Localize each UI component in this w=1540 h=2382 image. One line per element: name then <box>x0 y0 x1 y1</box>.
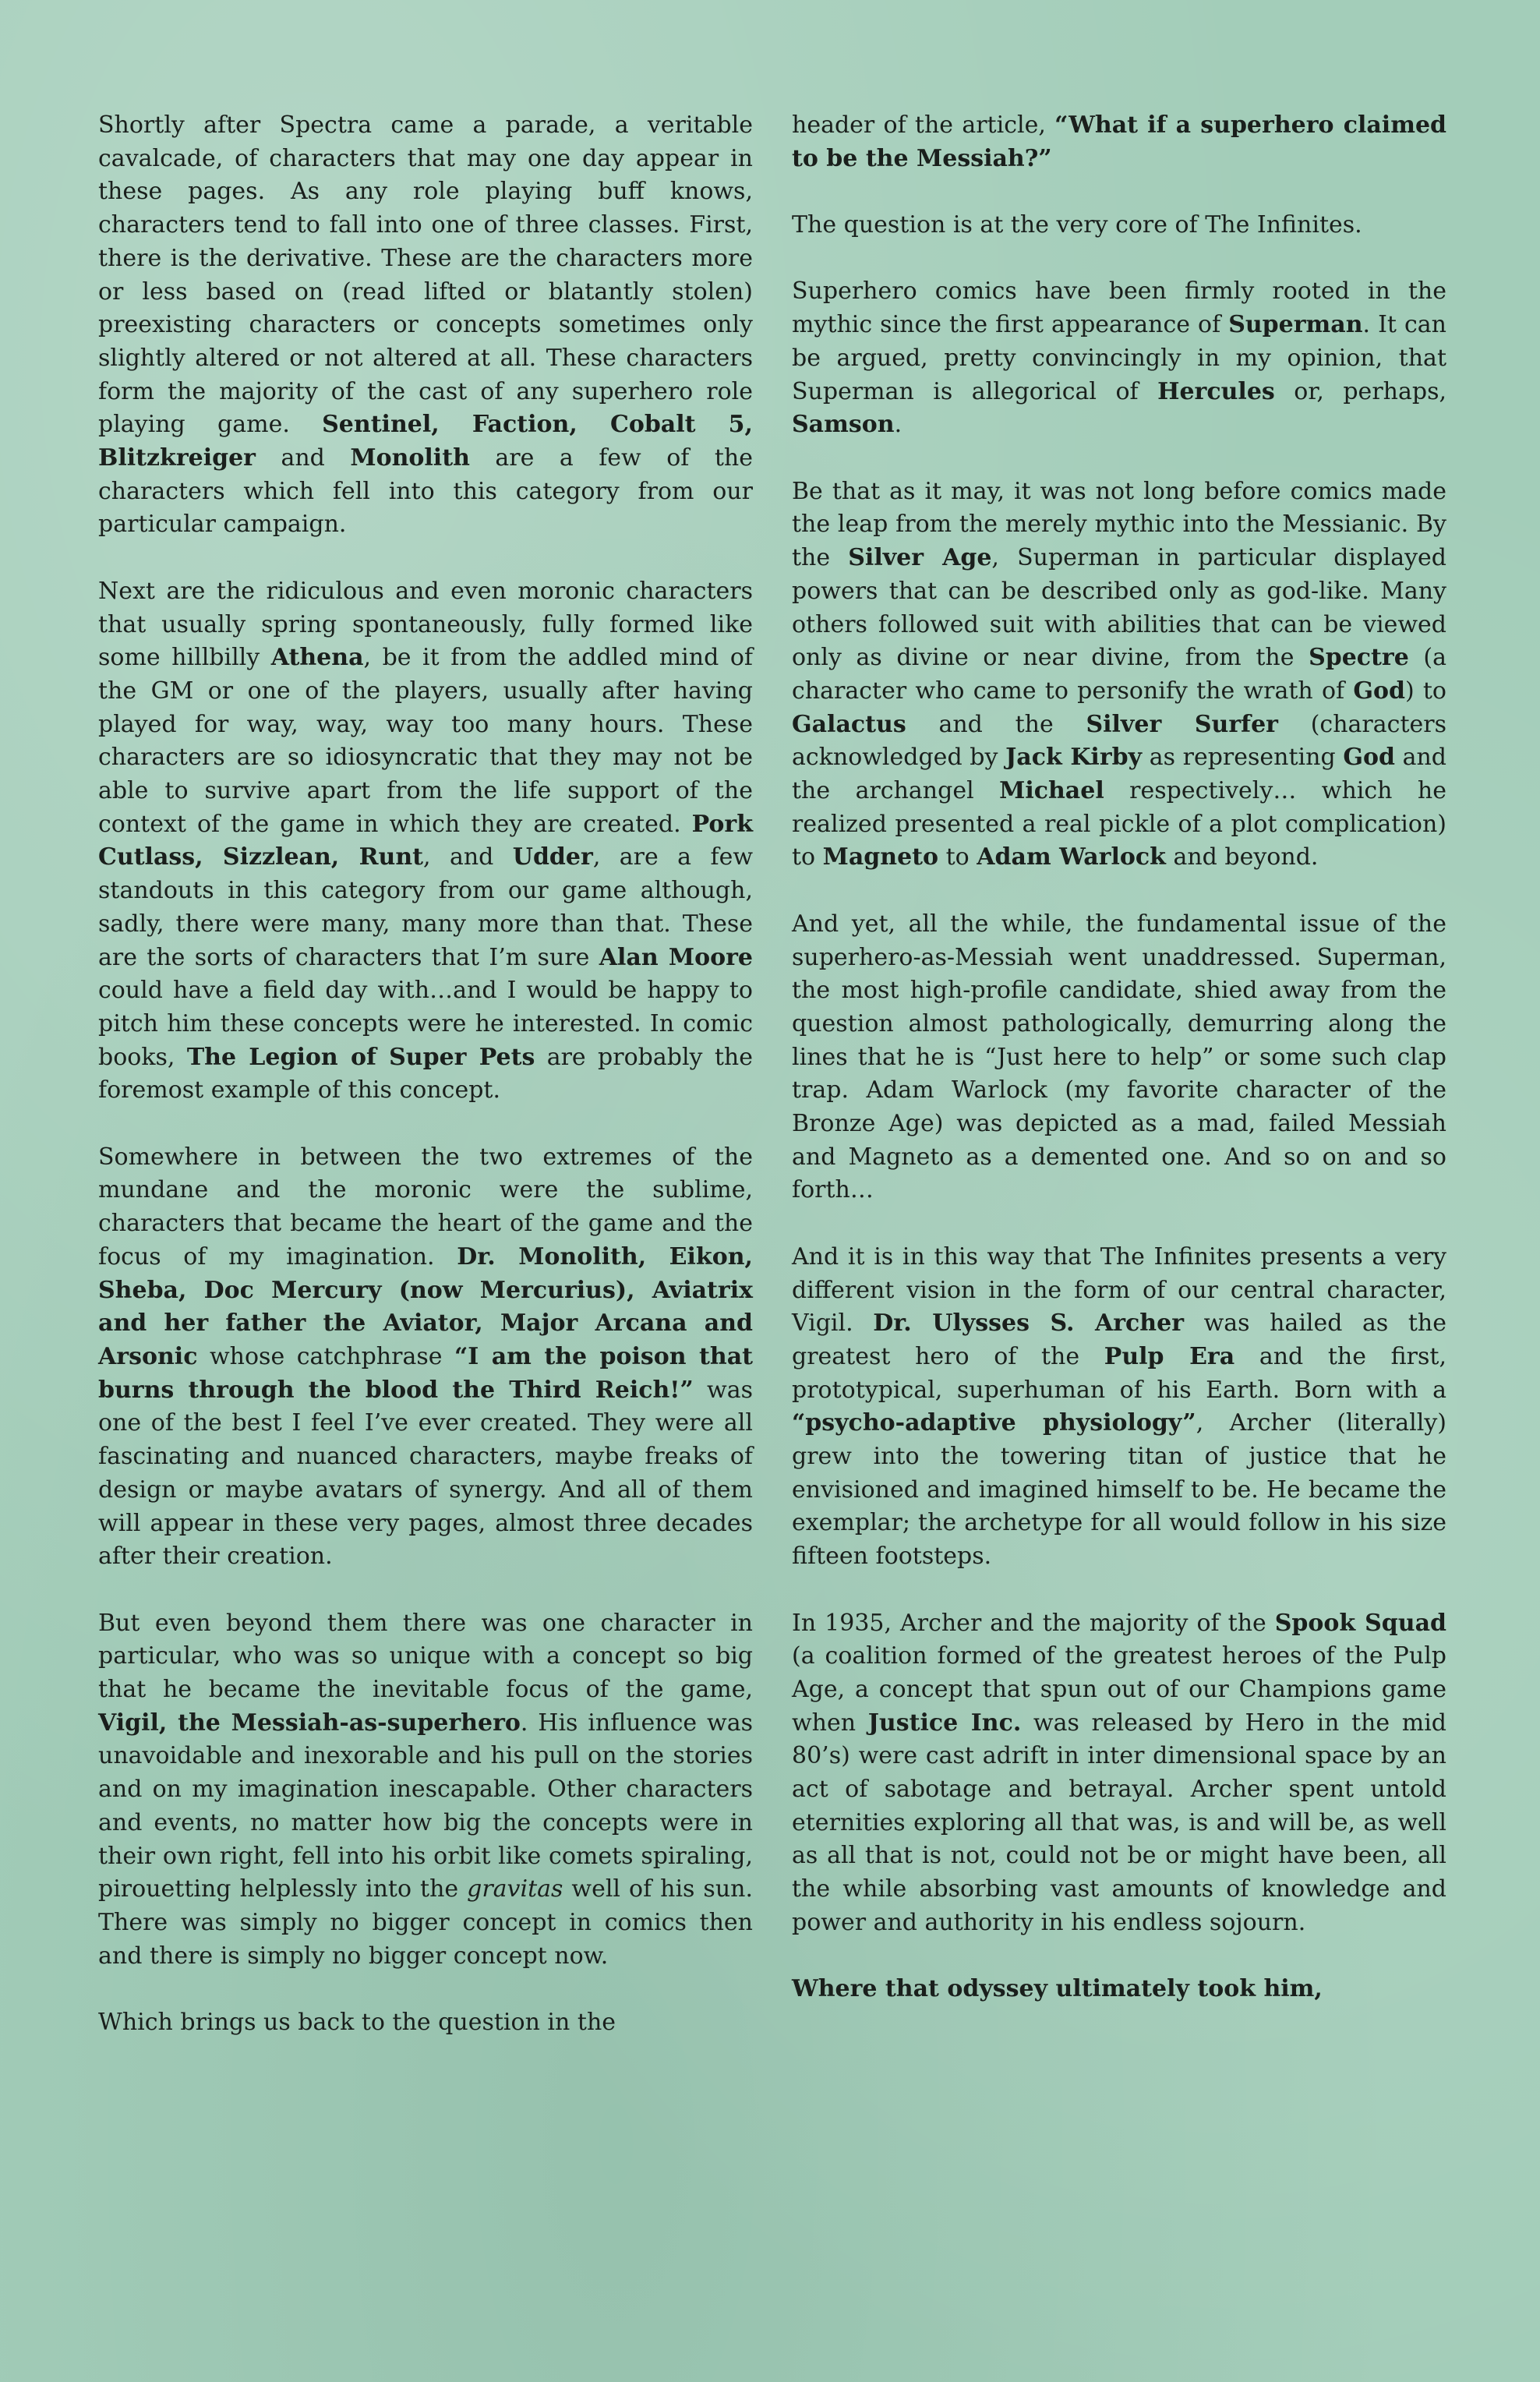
text-run: Shortly after Spectra came a parade, a veritable cavalcade, of characters that may one day appear in these pages. As any role playing buff knows, characters tend to fall into one of three classes. First, there is the derivative. These are the characters more or less based on (read lifted or blatantly stolen) preexisting characters or concepts sometimes only slightly altered or not altered at all. These characters form the majority of the cast of any superhero role playing game. <box>98 111 753 439</box>
text-run: and <box>256 444 351 472</box>
text-run: could have a field day with…and I would be happy to pitch him these concepts were he interested. In comic books, <box>98 977 753 1071</box>
text-run: . <box>894 411 902 439</box>
text-run: are probably the foremost example of this concept. <box>98 1043 753 1104</box>
text-run: was one of the best I feel I’ve ever created. They were all fascinating and nuanced characters, maybe freaks of design or maybe avatars of synergy. And all of them will appear in these very pages, almost three decades after their creation. <box>98 1376 753 1571</box>
bold-text: Alan Moore <box>599 943 753 971</box>
bold-text: Monolith <box>350 444 470 472</box>
paragraph-p11 <box>792 1241 1446 1574</box>
bold-text: Vigil, the Messiah-as-superhero <box>98 1709 521 1737</box>
text-run: , are a few standouts in this category from our game although, sadly, there were many, many more than that. These are the sorts of characters that I’m sure <box>98 843 754 971</box>
text-run: respectively… which he realized presented a real pickle of a plot complication) to <box>792 777 1446 871</box>
text-run: And it is in this way that The Infinites presents a very different vision in the form of our central character, Vigil. <box>792 1242 1446 1338</box>
text-run: , and <box>423 843 513 871</box>
text-run: . His influence was unavoidable and inexorable and his pull on the stories and on my imagination inescapable. Other characters and events, no matter how big the concepts were in their own right, fell into his orbit like comets spiraling, pirouetting helplessly into the <box>98 1709 753 1903</box>
text-run: as representing <box>1142 744 1344 772</box>
paragraph-p3 <box>98 1141 753 1574</box>
bold-text: Adam Warlock <box>977 843 1166 871</box>
bold-text: Superman <box>1228 311 1363 339</box>
bold-text: Where that odyssey ultimately took him, <box>792 1975 1323 2003</box>
paragraph-p7 <box>792 209 1446 242</box>
bold-text: Sentinel, Faction, Cobalt 5, Blitzkreiger <box>98 411 753 472</box>
text-run: Next are the ridiculous and even moronic characters that usually spring spontaneously, fully formed like some hillbilly <box>98 577 753 672</box>
bold-text: Justice Inc. <box>867 1709 1022 1737</box>
text-run: , be it from the addled mind of the GM or one of the players, usually after having played for way, way, way too many hours. These characters are so idiosyncratic that they may not be able to survive apart from the life support of the context of the game in which they are created. <box>98 644 753 838</box>
bold-text: Silver Surfer <box>1086 710 1278 738</box>
bold-text: Pork Cutlass, Sizzlean, Runt <box>98 810 753 871</box>
bold-text: Udder <box>512 843 593 871</box>
bold-text: Jack Kirby <box>1005 744 1143 772</box>
text-run: (a character who came to personify the wrath of <box>792 644 1446 705</box>
text-run: and beyond. <box>1165 843 1319 871</box>
text-run: or, perhaps, <box>1274 377 1446 405</box>
paragraph-p2 <box>98 575 753 1108</box>
bold-text: “I am the poison that burns through the blood the Third Reich!” <box>98 1342 754 1404</box>
bold-text: God <box>1343 744 1395 772</box>
bold-text: Magneto <box>822 843 939 871</box>
bold-text: Samson <box>792 411 895 439</box>
bold-text: Spook Squad <box>1274 1609 1446 1637</box>
paragraph-p10 <box>792 908 1446 1207</box>
text-run: (characters acknowledged by <box>792 710 1447 772</box>
paragraph-p9 <box>792 475 1446 875</box>
text-run: , Superman in particular displayed powers that can be described only as god-like. Many others followed suit with abilities that can be viewed only as divine or near divine, from the <box>792 544 1446 672</box>
bold-text: “psycho-adaptive physiology” <box>792 1409 1196 1437</box>
text-run: Superhero comics have been firmly rooted in the mythic since the first appearance of <box>792 277 1446 339</box>
paragraph-p4 <box>98 1607 753 1974</box>
text-run: . It can be argued, pretty convincingly in my opinion, that Superman is allegorical of <box>792 311 1447 405</box>
bold-text: God <box>1353 677 1405 705</box>
bold-text: Hercules <box>1157 377 1275 405</box>
text-run: The question is at the very core of The Infinites. <box>792 211 1362 239</box>
paragraph-p6 <box>792 109 1446 175</box>
text-run: Be that as it may, it was not long before comics made the leap from the merely mythic into the Messianic. By the <box>792 477 1446 572</box>
paragraph-p13 <box>792 1973 1446 2006</box>
italic-text: gravitas <box>467 1875 563 1903</box>
text-run: In 1935, Archer and the majority of the <box>792 1609 1275 1637</box>
right-column <box>792 109 1446 2006</box>
bold-text: Michael <box>999 777 1104 805</box>
bold-text: Spectre <box>1309 644 1409 672</box>
left-column <box>98 109 753 2040</box>
text-run: are a few of the characters which fell into this category from our particular campaign. <box>98 444 753 539</box>
bold-text: Dr. Ulysses S. Archer <box>873 1309 1185 1338</box>
paragraph-p12 <box>792 1607 1446 1940</box>
text-run: and the archangel <box>792 744 1446 805</box>
text-run: header of the article, <box>792 111 1055 139</box>
bold-text: Galactus <box>792 710 906 738</box>
bold-text: Silver Age <box>848 544 992 572</box>
paragraph-p5 <box>98 2006 753 2040</box>
bold-text: Athena <box>270 644 364 672</box>
text-run: whose catchphrase <box>197 1342 455 1370</box>
text-run: was released by Hero in the mid 80’s) were cast adrift in inter dimensional space by an act of sabotage and betrayal. Archer spent untold eternities exploring all that was, is and will be, as well as all that is not, could not be or might have been, all the while absorbing vast amounts of knowledge and power and authority in his endless sojourn. <box>792 1709 1446 1936</box>
bold-text: Pulp Era <box>1104 1342 1235 1370</box>
text-run: and the <box>906 710 1086 738</box>
text-run: ) to <box>1404 677 1446 705</box>
text-run: was hailed as the greatest hero of the <box>792 1309 1447 1370</box>
text-run: , Archer (literally) grew into the towering titan of justice that he envisioned and imagined himself to be. He became the exemplar; the archetype for all would follow in his size fifteen footsteps. <box>792 1409 1446 1571</box>
text-run: Somewhere in between the two extremes of the mundane and the moronic were the sublime, characters that became the heart of the game and the focus of my imagination. <box>98 1143 753 1271</box>
text-run: and the first, prototypical, superhuman of his Earth. Born with a <box>792 1342 1446 1404</box>
text-run: But even beyond them there was one character in particular, who was so unique with a concept so big that he became the inevitable focus of the game, <box>98 1609 753 1703</box>
bold-text: Dr. Monolith, Eikon, Sheba, Doc Mercury (now Mercurius), Aviatrix and her father the Aviator, Major Arcana and Arsonic <box>98 1242 753 1370</box>
text-run: to <box>938 843 977 871</box>
text-run: (a coalition formed of the greatest heroes of the Pulp Age, a concept that spun out of our Champions game when <box>792 1642 1446 1737</box>
text-run: Which brings us back to the question in the <box>98 2009 616 2037</box>
paragraph-p8 <box>792 275 1446 442</box>
paragraph-p1 <box>98 109 753 542</box>
bold-text: The Legion of Super Pets <box>186 1043 535 1071</box>
bold-text: “What if a superhero claimed to be the Messiah?” <box>792 111 1447 172</box>
text-run: well of his sun. There was simply no bigger concept in comics then and there is simply no bigger concept now. <box>98 1875 753 1970</box>
text-run: And yet, all the while, the fundamental issue of the superhero-as-Messiah went unaddressed. Superman, the most high-profile candidate, shied away from the question almost pathologically, demurring along the lines that he is “Just here to help” or some such clap trap. Adam Warlock (my favorite character of the Bronze Age) was depicted as a mad, failed Messiah and Magneto as a demented one. And so on and so forth… <box>792 910 1446 1204</box>
